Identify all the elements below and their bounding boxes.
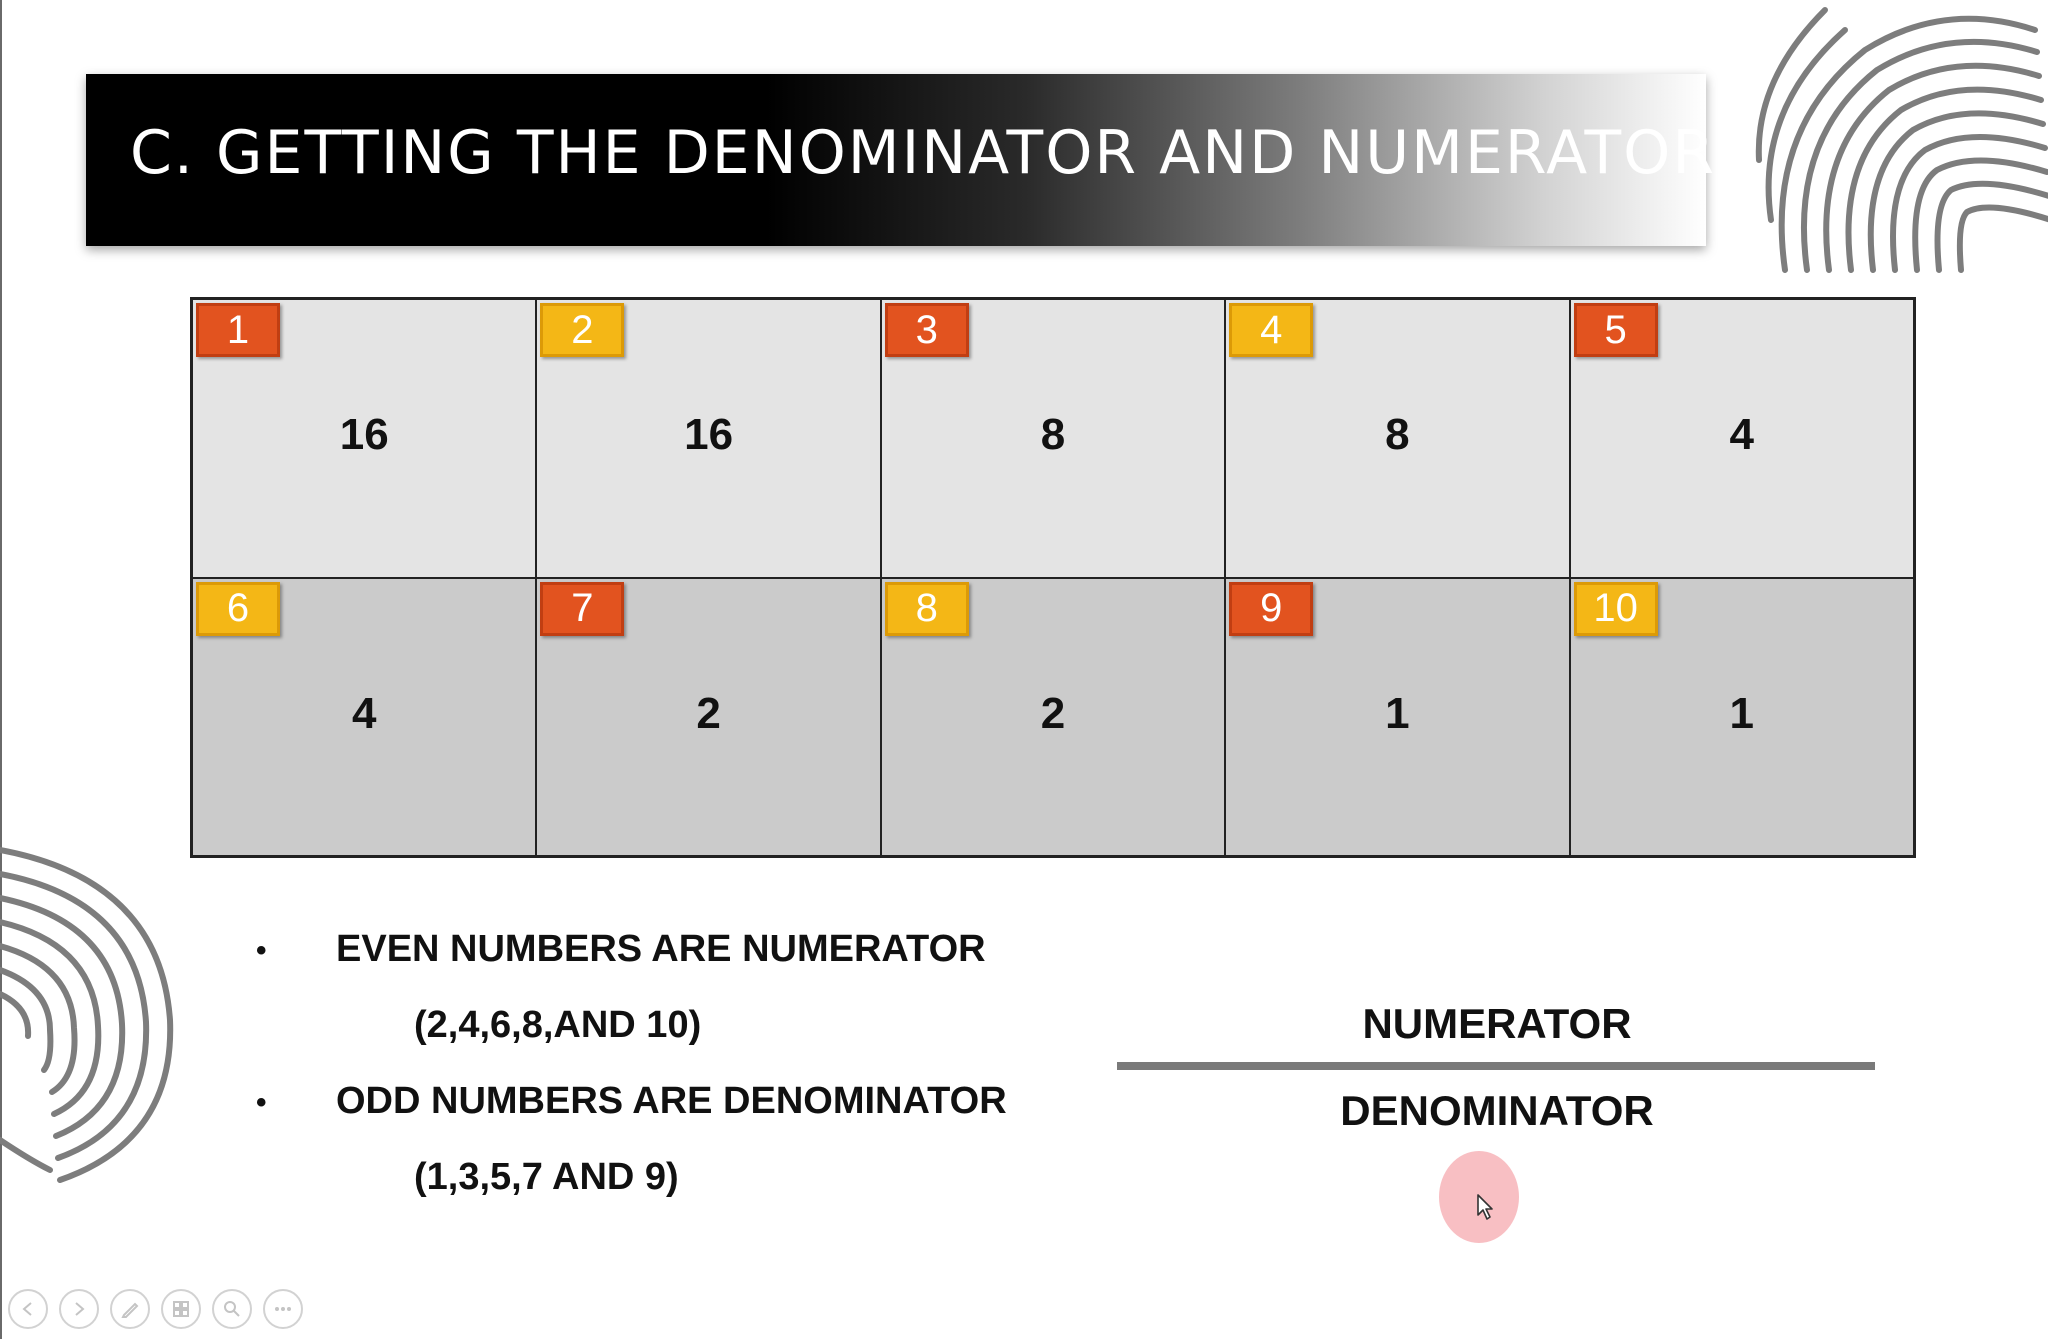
previous-slide-icon [19,1300,37,1318]
odd-numbers-rule: ODD NUMBERS ARE DENOMINATOR [336,1080,1007,1122]
grid-cell [1225,299,1569,578]
grid-cell [536,578,880,857]
fraction-denominator-label: DENOMINATOR [1340,1087,1654,1134]
cell-value: 8 [1040,410,1066,459]
next-slide-button[interactable] [59,1289,99,1329]
slides-overview-button[interactable] [161,1289,201,1329]
cell-number-badge: 9 [1229,582,1313,636]
previous-slide-button[interactable] [8,1289,48,1329]
even-numbers-rule: EVEN NUMBERS ARE NUMERATOR [336,928,986,970]
fingerprint-decoration-top-right [1745,0,2048,280]
fraction-numerator-label: NUMERATOR [1362,1000,1632,1047]
zoom-button[interactable] [212,1289,252,1329]
cell-value: 2 [1040,688,1066,738]
cell-value: 1 [1385,688,1410,738]
more-options-button[interactable] [263,1289,303,1329]
fingerprint-decoration-bottom-left [0,840,190,1190]
cell-value: 4 [1729,410,1755,459]
grid-cell [881,299,1225,578]
slides-overview-icon [171,1299,191,1319]
grid-cell [1570,578,1914,857]
bullet-icon: • [256,934,267,967]
cell-number-badge: 2 [540,303,624,357]
cell-value: 1 [1729,688,1755,738]
cell-number-badge: 7 [540,582,624,636]
grid-cell [192,299,536,578]
cell-value: 8 [1385,410,1410,459]
grid-cell [881,578,1225,857]
next-slide-icon [70,1300,88,1318]
slide-title: C. GETTING THE DENOMINATOR AND NUMERATOR [130,118,1717,188]
more-options-icon [273,1299,293,1319]
grid-cell [192,578,536,857]
presentation-toolbar [8,1289,303,1329]
cell-number-badge: 8 [885,582,969,636]
cell-number-badge: 4 [1229,303,1313,357]
cell-number-badge: 10 [1574,582,1658,636]
zoom-icon [222,1299,242,1319]
cell-number-badge: 3 [885,303,969,357]
cell-value: 4 [351,688,377,738]
fraction-bar [1117,1062,1875,1070]
cell-value: 2 [696,688,721,738]
grid-cell [536,299,880,578]
grid-cell [1225,578,1569,857]
bullet-icon: • [256,1086,267,1119]
mouse-cursor-icon [1476,1193,1494,1221]
number-grid [190,297,1916,858]
cell-value: 16 [339,410,389,459]
cell-number-badge: 5 [1574,303,1658,357]
grid-cell [1570,299,1914,578]
odd-numbers-list: (1,3,5,7 AND 9) [414,1156,679,1198]
cell-value: 16 [684,410,734,459]
pen-icon [120,1299,140,1319]
cell-number-badge: 1 [196,303,280,357]
even-numbers-list: (2,4,6,8,AND 10) [414,1004,702,1046]
pen-button[interactable] [110,1289,150,1329]
cell-number-badge: 6 [196,582,280,636]
